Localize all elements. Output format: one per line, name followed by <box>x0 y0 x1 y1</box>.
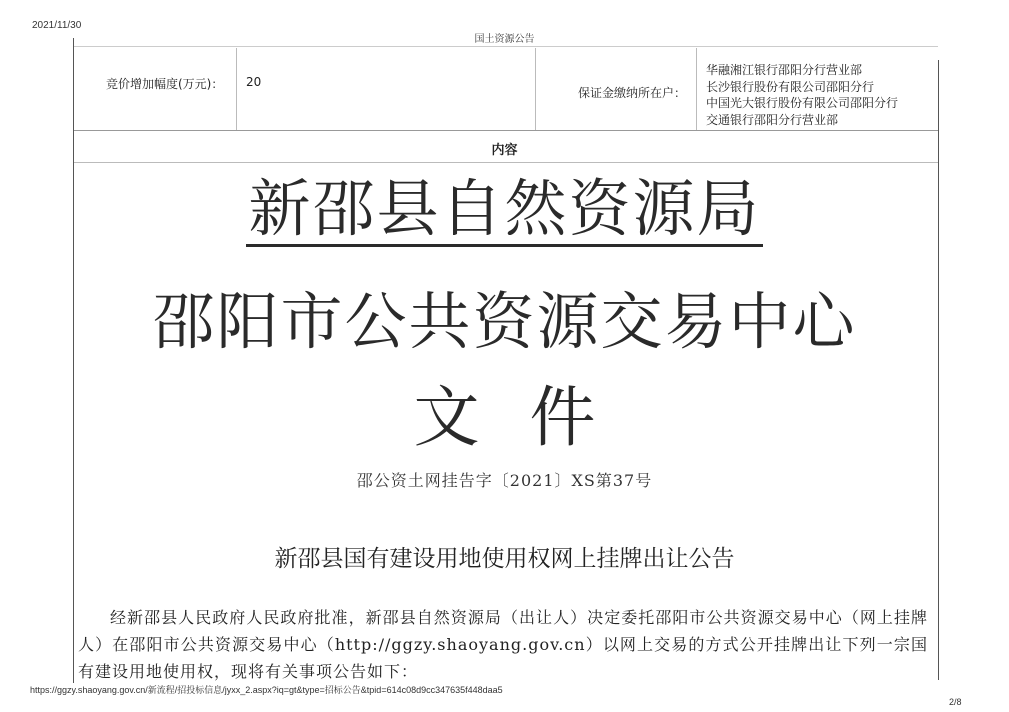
increment-value: 20 <box>246 75 262 89</box>
table-divider-3 <box>696 48 697 130</box>
bank-list <box>706 62 898 128</box>
issuing-agency-1-text: 新邵县自然资源局 <box>248 172 761 245</box>
table-divider-2 <box>535 48 536 130</box>
increment-label: 竞价增加幅度(万元)： <box>106 77 224 91</box>
bank-item: 交通银行邵阳分行营业部 <box>706 112 839 127</box>
content-heading: 内容 <box>491 143 518 158</box>
table-row-line <box>74 130 938 131</box>
issuing-agency-1 <box>0 172 1009 247</box>
table-row-line-top <box>74 46 938 47</box>
footer-url: https://ggzy.shaoyang.gov.cn/新流程/招投标信息/jyxx_2.aspx?iq=gt&type=招标公告&tpid=614c08d9cc347635f448daa5 <box>30 685 503 695</box>
bank-item: 中国光大银行股份有限公司邵阳分行 <box>706 96 899 110</box>
print-date: 2021/11/30 <box>32 20 82 31</box>
content-row-line <box>74 162 938 163</box>
document-number: 邵公资土网挂告字〔2021〕XS第37号 <box>356 471 653 490</box>
page-number: 2/8 <box>949 697 962 707</box>
bank-item: 长沙银行股份有限公司邵阳分行 <box>706 79 875 94</box>
table-divider-1 <box>236 48 237 130</box>
issuing-agency-2: 邵阳市公共资源交易中心 <box>152 285 857 358</box>
document-word: 文件 <box>413 379 646 456</box>
bank-item: 华融湘江银行邵阳分行营业部 <box>706 63 863 77</box>
print-title: 国土资源公告 <box>474 34 535 45</box>
notice-title: 新邵县国有建设用地使用权网上挂牌出让公告 <box>274 546 735 572</box>
deposit-label: 保证金缴纳所在户： <box>578 86 687 100</box>
notice-body: 经新邵县人民政府人民政府批准，新邵县自然资源局（出让人）决定委托邵阳市公共资源交易中心（网上挂牌人）在邵阳市公共资源交易中心（http://ggzy.shaoyang.gov.cn）以网上交易的方式公开挂牌出让下列一宗国有建设用地使用权，现将有关事项公告如下： <box>78 608 928 681</box>
